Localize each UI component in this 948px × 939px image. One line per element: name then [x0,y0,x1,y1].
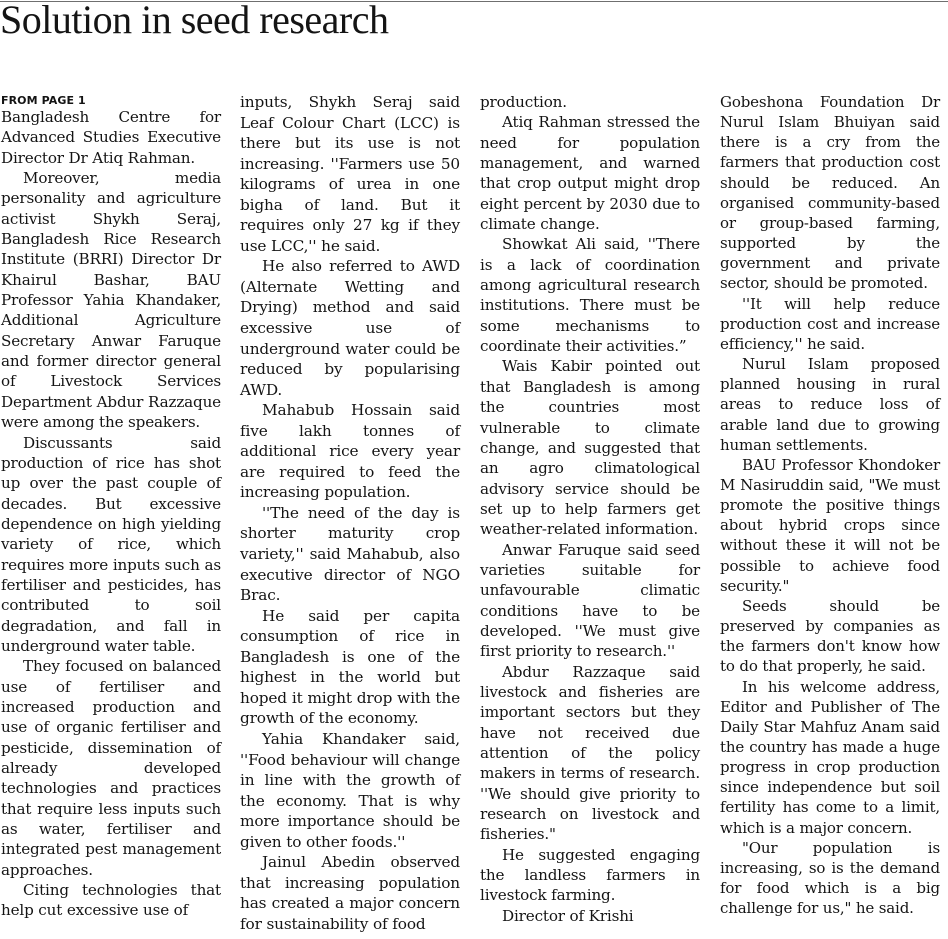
article-paragraph: Anwar Faruque said seed varieties suitable for unfavourable climatic conditions have to be developed. ''We must give first priority to research.'' [480,540,700,661]
article-paragraph: He suggested engaging the landless farmers in livestock farming. [480,845,700,905]
headline: Solution in seed research [0,0,389,42]
article-paragraph: Discussants said production of rice has shot up over the past couple of decades. But excessive dependence on high yielding variety of rice, which requires more inputs such as fertiliser and pesticides, has contributed to soil degradation, and fall in underground water table. [1,433,221,655]
column-3 [480,93,700,926]
article-paragraph: ''The need of the day is shorter maturity crop variety,'' said Mahabub, also executive director of NGO Brac. [240,503,460,605]
article-paragraph: Abdur Razzaque said livestock and fisheries are important sectors but they have not received due attention of the policy makers in terms of research. ''We should give priority to research on livestock and fisheries." [480,662,700,844]
article-paragraph: Nurul Islam proposed planned housing in rural areas to reduce loss of arable land due to growing human settlements. [720,355,940,454]
article-paragraph: Citing technologies that help cut excessive use of [1,881,221,920]
article-paragraph: Moreover, media personality and agriculture activist Shykh Seraj, Bangladesh Rice Research Institute (BRRI) Director Dr Khairul Bashar, BAU Professor Yahia Khandaker, Additional Agriculture Secretary Anwar Faruque and former director general of Livestock Services Department Abdur Razzaque were among the speakers. [1,169,221,432]
article-paragraph: In his welcome address, Editor and Publisher of The Daily Star Mahfuz Anam said the country has made a huge progress in crop production since independence but soil fertility has come to a limit, which is a major concern. [720,677,940,837]
article-paragraph: ''It will help reduce production cost and increase efficiency,'' he said. [720,294,940,353]
article-paragraph: They focused on balanced use of fertiliser and increased production and use of organic fertiliser and pesticide, dissemination of already developed technologies and practices that require less inputs such as water, fertiliser and integrated pest management approaches. [1,657,221,879]
article-paragraph: "Our population is increasing, so is the demand for food which is a big challenge for us," he said. [720,838,940,918]
article-paragraph: inputs, Shykh Seraj said Leaf Colour Chart (LCC) is there but its use is not increasing. ''Farmers use 50 kilograms of urea in one bigha of land. But it requires only 27 kg if they use LCC,'' he said. [240,93,460,255]
continuation-kicker: FROM PAGE 1 [1,94,86,107]
article-paragraph: He said per capita consumption of rice in Bangladesh is one of the highest in the world but hoped it might drop with the growth of the economy. [240,606,460,728]
article-paragraph: BAU Professor Khondoker M Nasiruddin said, "We must promote the positive things about hybrid crops since without these it will not be possible to achieve food security." [720,455,940,595]
column-4 [720,93,940,918]
article-paragraph: production. [480,93,567,111]
column-2 [240,93,460,934]
article-paragraph: He also referred to AWD (Alternate Wetting and Drying) method and said excessive use of underground water could be reduced by popularising AWD. [240,257,460,399]
column-1 [1,93,221,921]
article-paragraph: Director of Krishi [502,906,634,925]
article-paragraph: Yahia Khandaker said, ''Food behaviour will change in line with the growth of the economy. That is why more importance should be given to other foods.'' [240,729,460,851]
article-paragraph: Bangladesh Centre for Advanced Studies Executive Director Dr Atiq Rahman. [1,108,221,167]
article-paragraph: Jainul Abedin observed that increasing population has created a major concern for sustainability of food [240,853,460,933]
article-paragraph: Mahabub Hossain said five lakh tonnes of additional rice every year are required to feed the increasing population. [240,401,460,502]
article-paragraph: Atiq Rahman stressed the need for population management, and warned that crop output might drop eight percent by 2030 due to climate change. [480,113,700,234]
article-paragraph: Showkat Ali said, ''There is a lack of coordination among agricultural research institutions. There must be some mechanisms to coordinate their activities.” [480,235,700,356]
article-paragraph: Gobeshona Foundation Dr Nurul Islam Bhuiyan said there is a cry from the farmers that production cost should be reduced. An organised community-based or group-based farming, supported by the government and private sector, should be promoted. [720,93,940,293]
article-paragraph: Seeds should be preserved by companies as the farmers don't know how to do that properly, he said. [720,596,940,676]
article-paragraph: Wais Kabir pointed out that Bangladesh is among the countries most vulnerable to climate change, and suggested that an agro climatological advisory service should be set up to help farmers get weather-related information. [480,357,700,539]
